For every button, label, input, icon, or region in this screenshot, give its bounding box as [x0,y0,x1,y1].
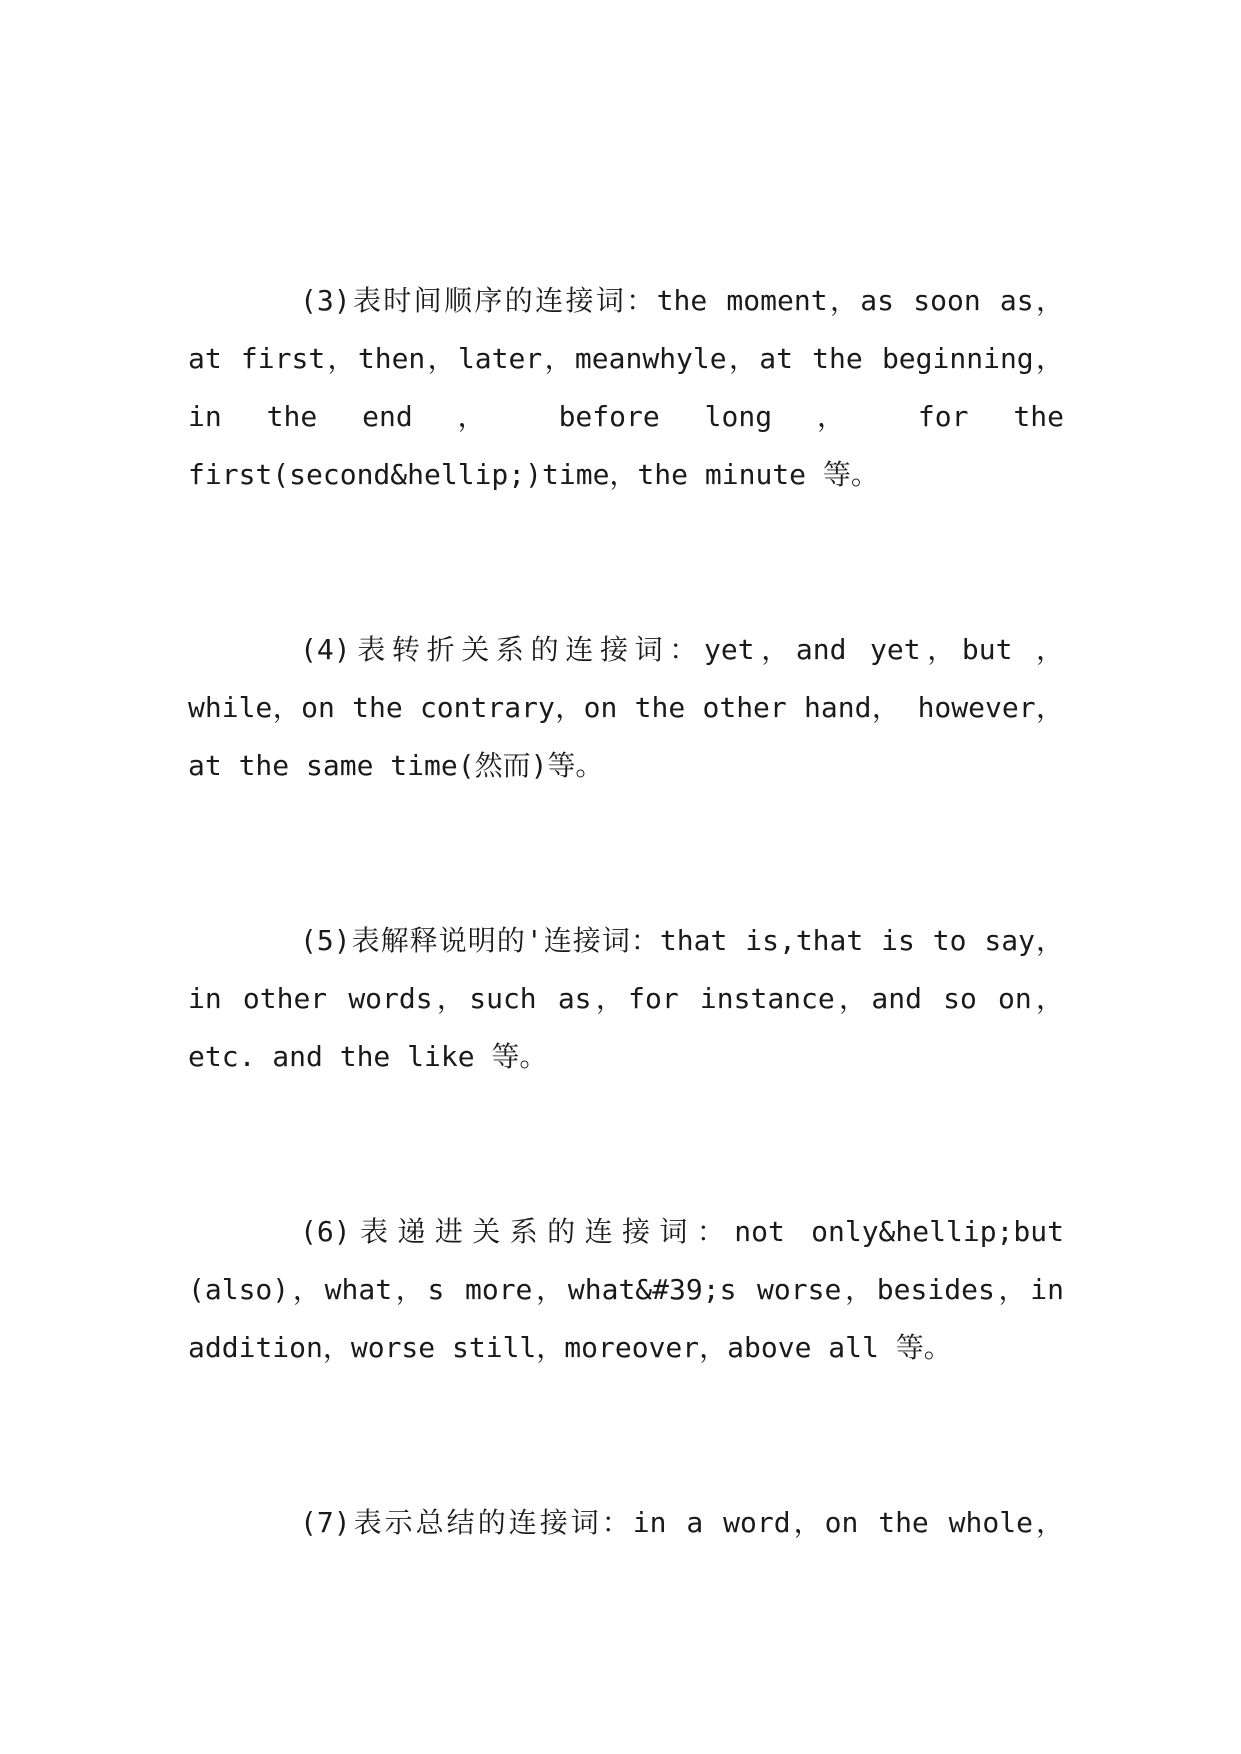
text-line: (5)表解释说明的'连接词：that is,that is to say， [300,924,1064,957]
text-line: (3)表时间顺序的连接词：the moment，as soon as， [300,284,1064,317]
text-line: first(second&hellip;)time，the minute 等。 [188,458,879,491]
text-line: (7)表示总结的连接词：in a word，on the whole， [300,1506,1064,1539]
paragraph-time-order [188,272,1064,504]
text-line: in the end ， before long ， for the [188,400,1064,433]
paragraph-explanation [188,912,1064,1086]
text-line: while，on the contrary，on the other hand， however， [188,691,1064,724]
text-line: (6)表递进关系的连接词：not only&hellip;but [300,1215,1064,1248]
text-line: (4)表转折关系的连接词：yet，and yet，but ， [300,633,1064,666]
paragraph-contrast [188,621,1064,795]
text-line: (also)，what，s more，what&#39;s worse，besides，in [188,1273,1064,1306]
text-line: etc. and the like 等。 [188,1040,548,1073]
text-line: at the same time(然而)等。 [188,749,604,782]
text-line: at first，then，later，meanwhyle，at the beginning， [188,342,1064,375]
text-line: addition，worse still，moreover，above all 等。 [188,1331,952,1364]
paragraph-summary [188,1494,1064,1552]
text-line: in other words，such as，for instance，and so on， [188,982,1064,1015]
paragraph-progression [188,1203,1064,1377]
